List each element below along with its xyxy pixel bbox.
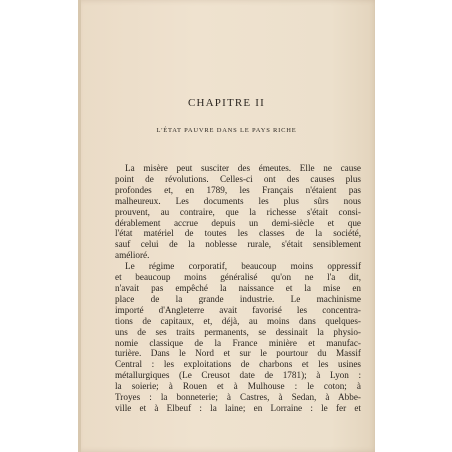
chapter-title: CHAPITRE II: [187, 97, 266, 109]
text-line: profondes et, en 1789, les Français n'étaient pas: [115, 184, 361, 195]
text-line: ville et à Elbeuf : la laine; en Lorraine : le fer et: [115, 402, 361, 413]
paragraph-1: [115, 163, 361, 261]
text-line: n'avait pas empêché la naissance et la mise en: [115, 282, 361, 293]
page-spine-edge: [78, 0, 81, 452]
text-line: La misère peut susciter des émeutes. Elle ne cause: [125, 163, 361, 173]
text-line: l'état matériel de toutes les classes de la société,: [115, 228, 361, 239]
body-text: [115, 163, 361, 414]
text-line: prouvent, au contraire, que la richesse s'était consi-: [115, 206, 361, 217]
paragraph-2: [115, 261, 361, 414]
text-line: sauf celui de la noblesse rurale, s'était sensiblement: [115, 239, 361, 250]
text-line: et beaucoup moins généralisé qu'on ne l'a dit,: [115, 272, 361, 283]
text-line: place de la grande industrie. Le machinisme: [115, 293, 361, 304]
text-line: nomie classique de la France minière et manufac-: [115, 337, 361, 348]
text-line: amélioré.: [115, 250, 150, 261]
text-line: point de révolutions. Celles-ci ont des causes plus: [115, 173, 361, 184]
text-line: métallurgiques (Le Creusot date de 1781); à Lyon :: [115, 370, 361, 381]
text-line: dérablement accrue depuis un demi-siècle et que: [115, 217, 361, 228]
text-line: malheureux. Les documents les plus sûrs nous: [115, 195, 361, 206]
text-line: Le régime corporatif, beaucoup moins oppressif: [125, 261, 361, 272]
text-line: uns de ses traits permanents, se dessinait la physio-: [115, 326, 361, 337]
text-line: la soierie; à Rouen et à Mulhouse : le coton; à: [115, 381, 361, 392]
text-line: Central : les exploitations de charbons et les usines: [115, 359, 361, 370]
text-line: turière. Dans le Nord et sur le pourtour du Massif: [115, 348, 361, 359]
chapter-subtitle: L'ÉTAT PAUVRE DANS LE PAYS RICHE: [156, 127, 297, 134]
text-line: tions de capitaux, et, déjà, au moins dans quelques-: [115, 315, 361, 326]
text-line: Troyes : la bonneterie; à Castres, à Sedan, à Abbe-: [115, 392, 361, 403]
text-line: importé d'Angleterre avait favorisé les concentra-: [115, 304, 361, 315]
